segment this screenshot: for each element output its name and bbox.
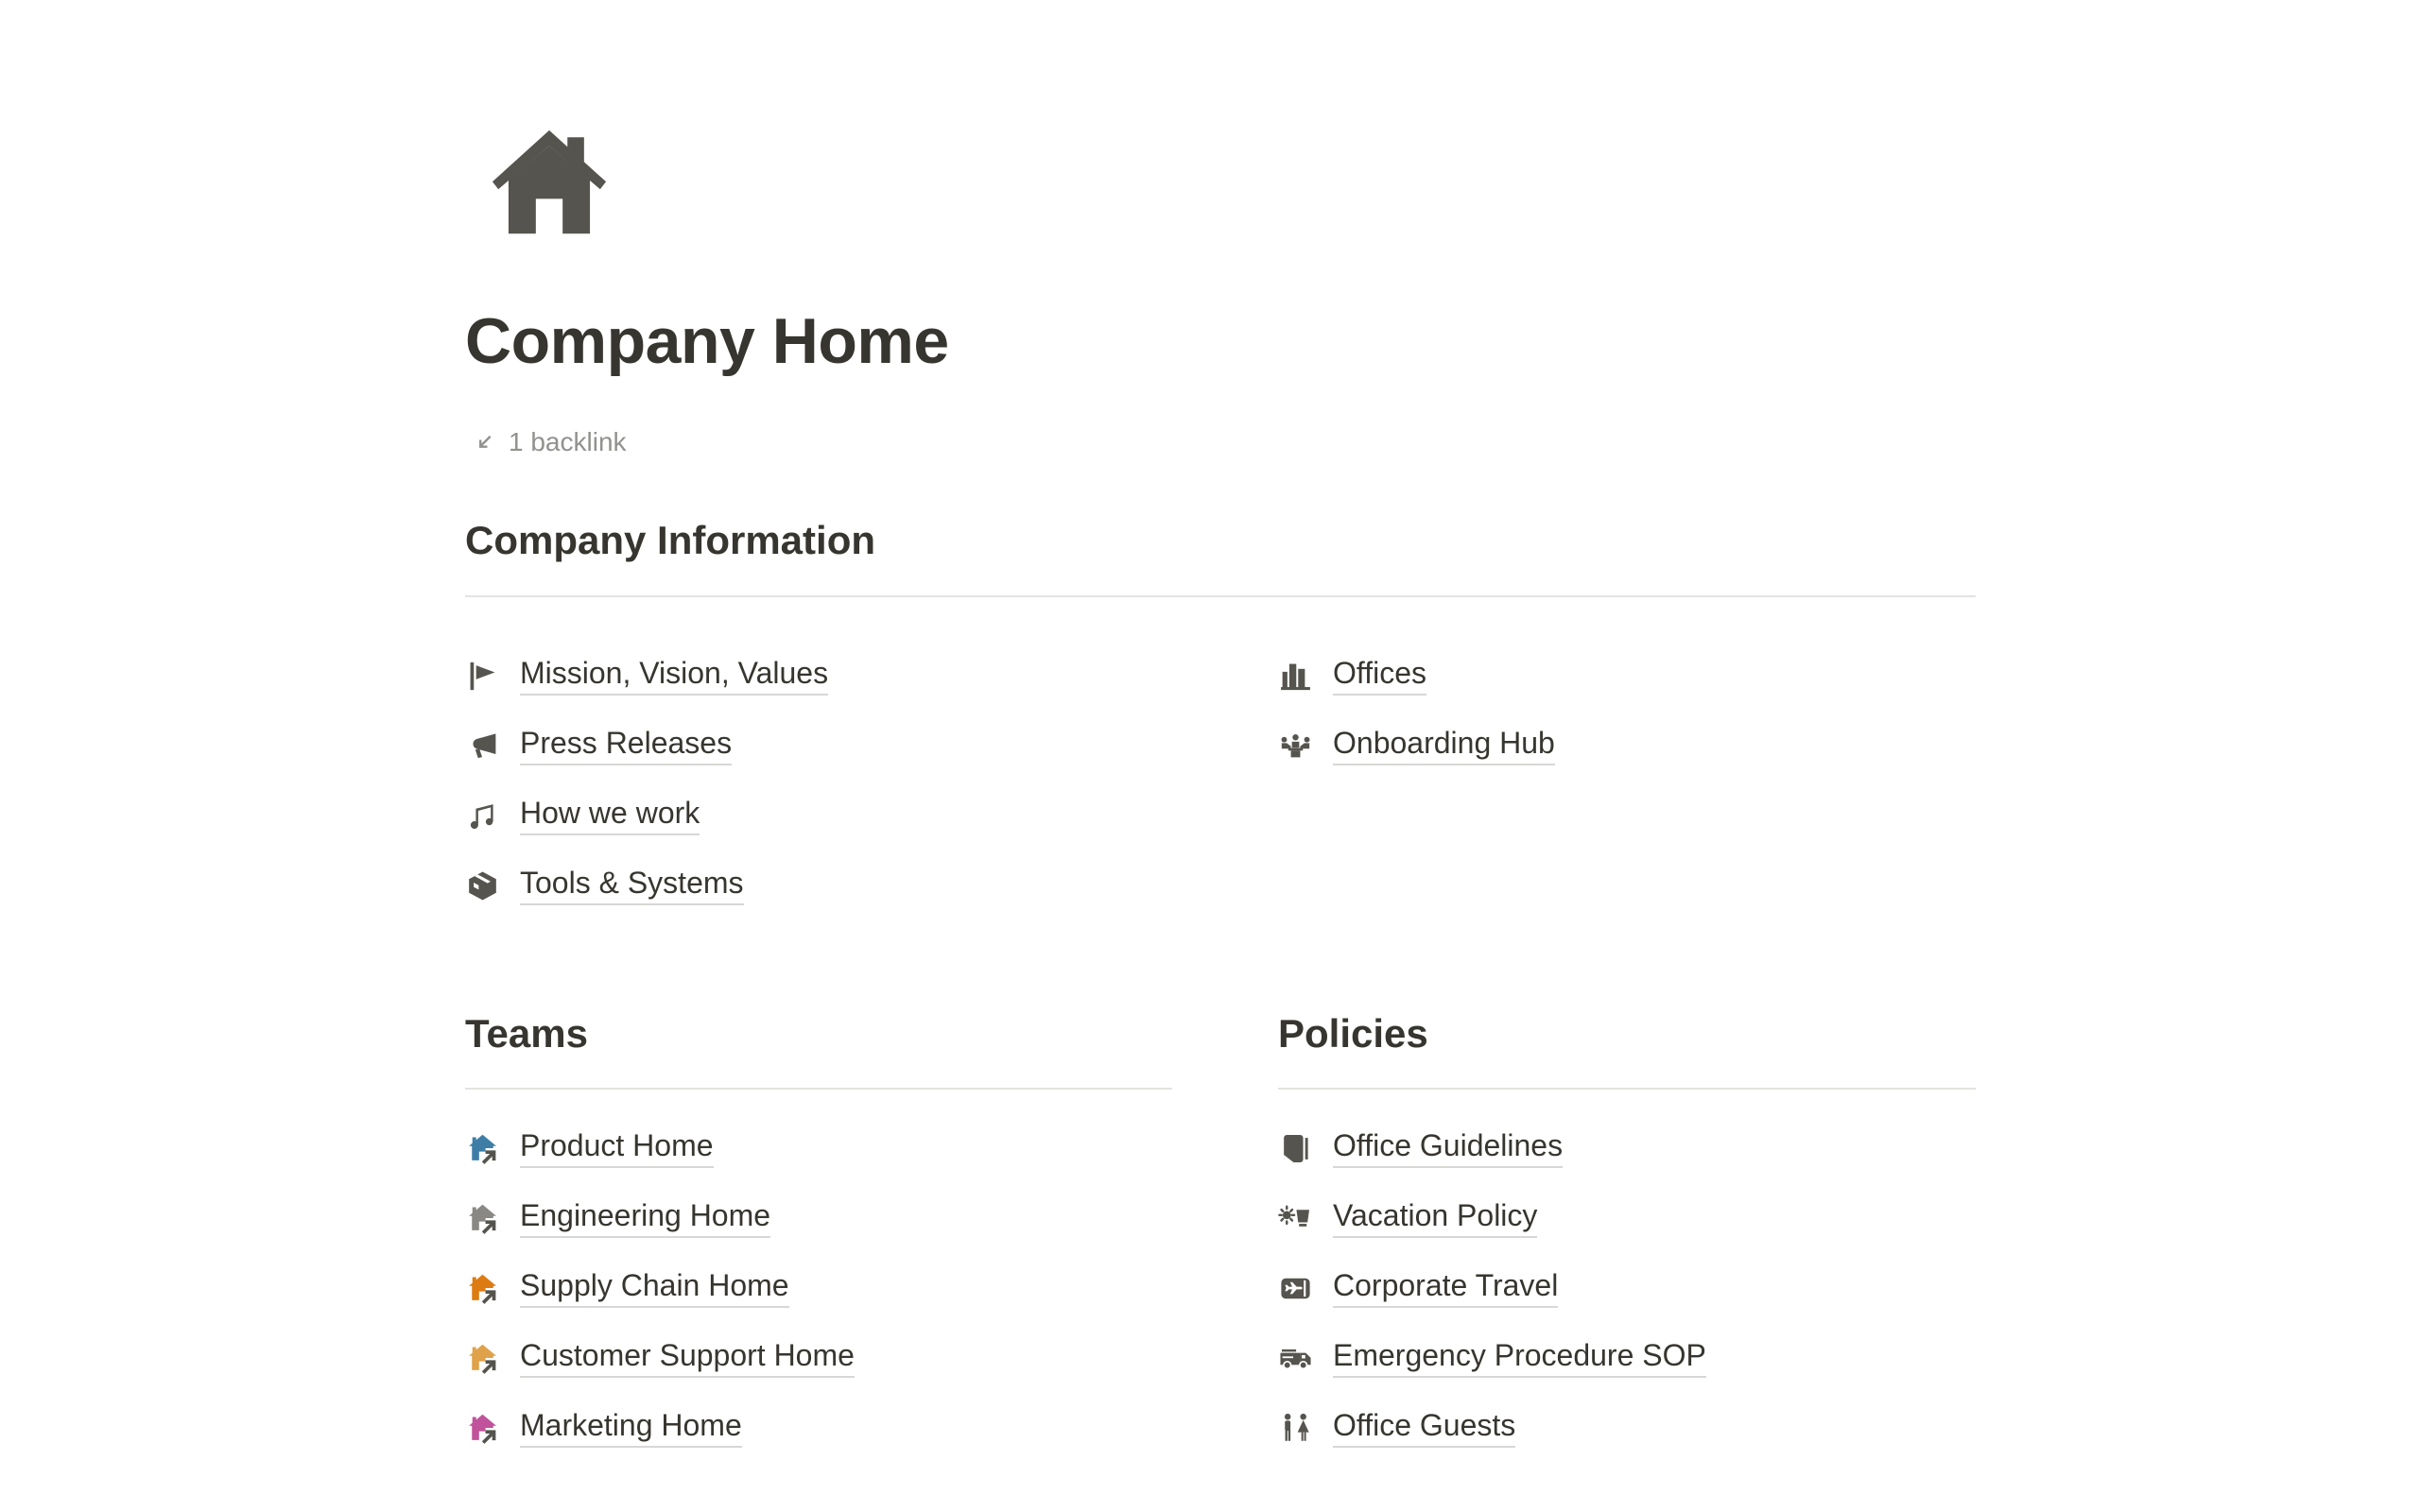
company-information-right-column <box>1278 641 1976 781</box>
page-title: Company Home <box>465 305 949 377</box>
company-information-left-column <box>465 641 1278 920</box>
page-link-emergency-procedure-sop[interactable]: Emergency Procedure SOP <box>1333 1338 1706 1378</box>
house-link-icon <box>465 1341 500 1376</box>
page-link-onboarding-hub[interactable]: Onboarding Hub <box>1333 726 1555 765</box>
package-icon <box>465 868 500 903</box>
page-link-customer-support-home[interactable]: Customer Support Home <box>520 1338 855 1378</box>
book-icon <box>1278 1131 1313 1166</box>
list-item <box>465 711 1278 781</box>
buildings-icon <box>1278 659 1313 694</box>
page-link-press-releases[interactable]: Press Releases <box>520 726 732 765</box>
teams-list <box>465 1113 1172 1463</box>
backlink-label: 1 backlink <box>509 427 627 456</box>
page-link-how-we-work[interactable]: How we work <box>520 796 700 835</box>
divider <box>465 595 1976 597</box>
list-item <box>1278 1113 1976 1183</box>
page-link-supply-chain-home[interactable]: Supply Chain Home <box>520 1268 789 1308</box>
page-link-corporate-travel[interactable]: Corporate Travel <box>1333 1268 1558 1308</box>
house-link-icon <box>465 1201 500 1236</box>
list-item <box>1278 1183 1976 1253</box>
page-link-tools-systems[interactable]: Tools & Systems <box>520 866 744 905</box>
section-heading-teams: Teams <box>465 1011 588 1056</box>
fire-truck-icon <box>1278 1341 1313 1376</box>
list-item <box>1278 641 1976 711</box>
list-item <box>465 850 1278 920</box>
list-item <box>1278 711 1976 781</box>
megaphone-icon <box>465 729 500 764</box>
list-item <box>1278 1323 1976 1393</box>
list-item <box>465 781 1278 850</box>
flag-icon <box>465 659 500 694</box>
people-meeting-icon <box>1278 729 1313 764</box>
backlink-arrow-icon <box>472 430 497 455</box>
office-guests-icon <box>1278 1411 1313 1446</box>
page-link-product-home[interactable]: Product Home <box>520 1128 714 1168</box>
house-link-icon <box>465 1271 500 1306</box>
backlink-button[interactable] <box>472 427 627 457</box>
house-link-icon <box>465 1411 500 1446</box>
page-link-mission-vision-values[interactable]: Mission, Vision, Values <box>520 656 828 696</box>
page-link-marketing-home[interactable]: Marketing Home <box>520 1408 742 1448</box>
home-icon[interactable] <box>485 119 614 248</box>
list-item <box>465 1113 1172 1183</box>
list-item <box>465 1393 1172 1463</box>
divider <box>1278 1088 1976 1090</box>
travel-ticket-icon <box>1278 1271 1313 1306</box>
list-item <box>465 1253 1172 1323</box>
list-item <box>465 1323 1172 1393</box>
list-item <box>465 641 1278 711</box>
section-heading-policies: Policies <box>1278 1011 1428 1056</box>
section-heading-company-information: Company Information <box>465 518 876 562</box>
list-item <box>1278 1253 1976 1323</box>
list-item <box>465 1183 1172 1253</box>
page-link-vacation-policy[interactable]: Vacation Policy <box>1333 1198 1537 1238</box>
page-link-office-guidelines[interactable]: Office Guidelines <box>1333 1128 1563 1168</box>
list-item <box>1278 1393 1976 1463</box>
divider <box>465 1088 1172 1090</box>
page-link-engineering-home[interactable]: Engineering Home <box>520 1198 770 1238</box>
page-link-offices[interactable]: Offices <box>1333 656 1426 696</box>
vacation-icon <box>1278 1201 1313 1236</box>
page-link-office-guests[interactable]: Office Guests <box>1333 1408 1515 1448</box>
music-note-icon <box>465 799 500 833</box>
house-link-icon <box>465 1131 500 1166</box>
policies-list <box>1278 1113 1976 1463</box>
